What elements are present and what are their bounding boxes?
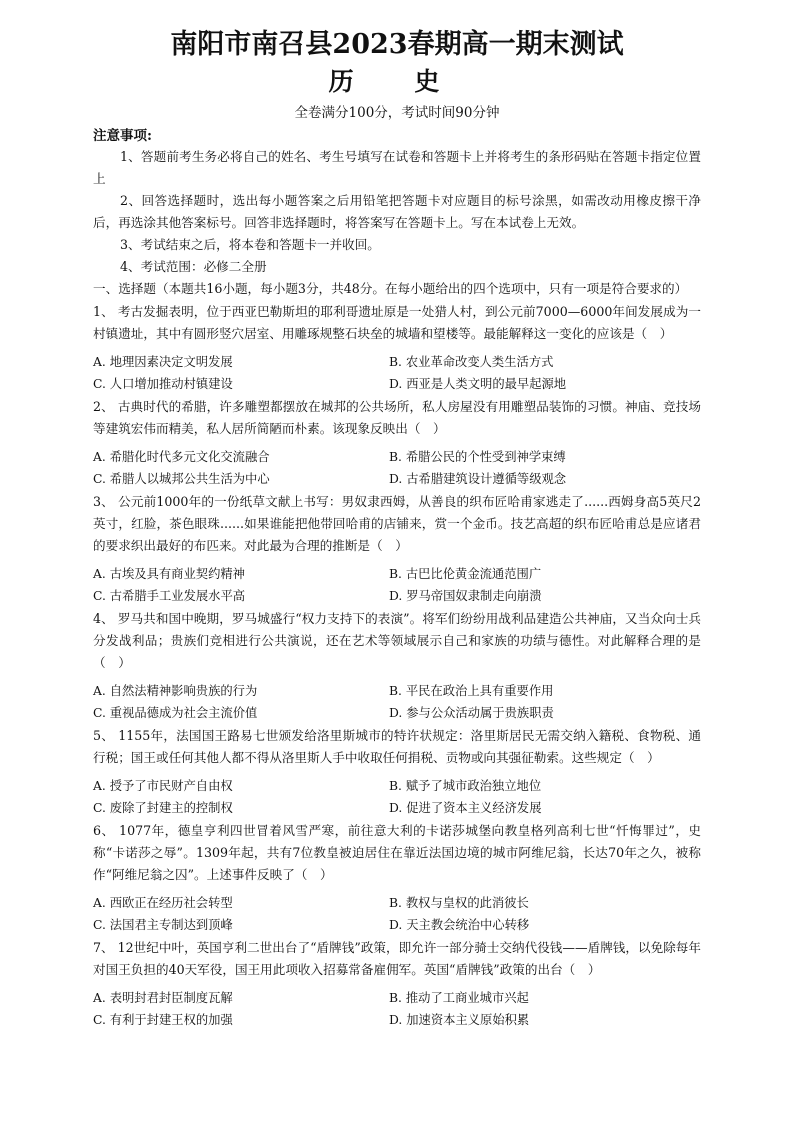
exam-page	[93, 20, 701, 1031]
option-c: C. 废除了封建主的控制权	[93, 801, 233, 815]
option-c: C. 有利于封建王权的加强	[93, 1013, 233, 1027]
question-2: 2、 古典时代的希腊，许多雕塑都摆放在城邦的公共场所，私人房屋没有用雕塑品装饰的习惯。神庙、竞技场等建筑宏伟而精美，私人居所简陋而朴素。该现象反映出（ ）	[93, 399, 701, 436]
option-b: B. 农业革命改变人类生活方式	[389, 355, 554, 369]
subject-title	[93, 66, 701, 98]
option-a: A. 授予了市民财产自由权	[93, 779, 233, 793]
notice-heading: 注意事项:	[93, 128, 152, 144]
option-a: A. 表明封君封臣制度瓦解	[93, 991, 233, 1005]
question-2-options	[93, 446, 701, 490]
question-6-options	[93, 892, 701, 936]
option-b: B. 古巴比伦黄金流通范围广	[389, 567, 542, 581]
score-line: 全卷满分100分，考试时间90分钟	[294, 105, 500, 121]
option-c: C. 法国君主专制达到顶峰	[93, 918, 233, 932]
question-3: 3、 公元前1000年的一份纸草文献上书写：男奴隶西姆，从善良的织布匠哈甫家逃走了......西姆身高5英尺2英寸，红脸，茶色眼珠......如果谁能把他带回哈甫的店铺来，赏一个金币。技艺高超的织布匠哈甫总是应诸君的要求织出最好的布匹来。对此最为合理的推断是（ ）	[93, 494, 701, 553]
option-d: D. 天主教会统治中心转移	[389, 918, 530, 932]
exam-title: 南阳市南召县2023春期高一期末测试	[170, 29, 624, 60]
question-4: 4、 罗马共和国中晚期，罗马城盛行“权力支持下的表演”。将军们纷纷用战利品建造公共神庙，又当众向士兵分发战利品；贵族们竞相进行公共演说，还在艺术等领域展示自己和家族的功绩与德性。对此解释合理的是（ ）	[93, 611, 701, 670]
option-b: B. 平民在政治上具有重要作用	[389, 684, 554, 698]
option-b: B. 推动了工商业城市兴起	[389, 991, 529, 1005]
question-4-options	[93, 680, 701, 724]
option-d: D. 罗马帝国奴隶制走向崩溃	[389, 589, 542, 603]
option-c: C. 重视品德成为社会主流价值	[93, 706, 258, 720]
notice-item: 4、考试范围：必修二全册	[120, 259, 267, 274]
section-intro: 一、选择题（本题共16小题，每小题3分，共48分。在每小题给出的四个选项中，只有一项是符合要求的）	[93, 281, 688, 296]
option-a: A. 古埃及具有商业契约精神	[93, 567, 245, 581]
option-d: D. 加速资本主义原始积累	[389, 1013, 530, 1027]
question-1-options	[93, 351, 701, 395]
question-1: 1、 考古发掘表明，位于西亚巴勒斯坦的耶利哥遗址原是一处猎人村，到公元前7000—6000年间发展成为一村镇遗址，其中有圆形竖穴居室、用雕琢规整石块垒的城墙和望楼等。最能解释这一变化的应该是（ ）	[93, 304, 701, 341]
notice-item: 2、回答选择题时，选出每小题答案之后用铅笔把答题卡对应题目的标号涂黑，如需改动用橡皮擦干净后，再选涂其他答案标号。回答非选择题时，将答案写在答题卡上。写在本试卷上无效。	[93, 193, 701, 230]
notice-item: 3、考试结束之后，将本卷和答题卡一并收回。	[120, 237, 380, 252]
option-b: B. 教权与皇权的此消彼长	[389, 896, 529, 910]
question-6: 6、 1077年，德皇亨利四世冒着风雪严寒，前往意大利的卡诺莎城堡向教皇格列高利七世“忏悔罪过”，史称“卡诺莎之辱”。1309年起，共有7位教皇被迫居住在靠近法国边境的城市阿维尼翁，长达70年之久，被称作“阿维尼翁之囚”。上述事件反映了（ ）	[93, 823, 701, 882]
subject-label: 历 史	[328, 67, 466, 96]
option-c: C. 古希腊手工业发展水平高	[93, 589, 246, 603]
question-3-options	[93, 563, 701, 607]
option-b: B. 赋予了城市政治独立地位	[389, 779, 542, 793]
question-7-options	[93, 987, 701, 1031]
question-5: 5、 1155年，法国国王路易七世颁发给洛里斯城市的特许状规定：洛里斯居民无需交纳入籍税、食物税、通行税；国王或任何其他人都不得从洛里斯人手中收取任何捐税、贡物或向其强征勒索。这些规定（ ）	[93, 728, 701, 765]
option-a: A. 地理因素决定文明发展	[93, 355, 233, 369]
option-d: D. 参与公众活动属于贵族职责	[389, 706, 554, 720]
question-5-options	[93, 775, 701, 819]
option-a: A. 希腊化时代多元文化交流融合	[93, 450, 270, 464]
option-d: D. 古希腊建筑设计遵循等级观念	[389, 472, 567, 486]
option-a: A. 西欧正在经历社会转型	[93, 896, 233, 910]
option-d: D. 促进了资本主义经济发展	[389, 801, 542, 815]
question-7: 7、 12世纪中叶，英国亨利二世出台了“盾牌钱”政策，即允许一部分骑士交纳代役钱——盾牌钱，以免除每年对国王负担的40天军役，国王用此项收入招募常备雇佣军。英国“盾牌钱”政策的出台（ ）	[93, 940, 701, 977]
notice-item: 1、答题前考生务必将自己的姓名、考生号填写在试卷和答题卡上并将考生的条形码贴在答题卡指定位置上	[93, 149, 701, 186]
option-d: D. 西亚是人类文明的最早起源地	[389, 377, 567, 391]
option-c: C. 人口增加推动村镇建设	[93, 377, 233, 391]
option-c: C. 希腊人以城邦公共生活为中心	[93, 472, 270, 486]
option-a: A. 自然法精神影响贵族的行为	[93, 684, 258, 698]
option-b: B. 希腊公民的个性受到神学束缚	[389, 450, 566, 464]
